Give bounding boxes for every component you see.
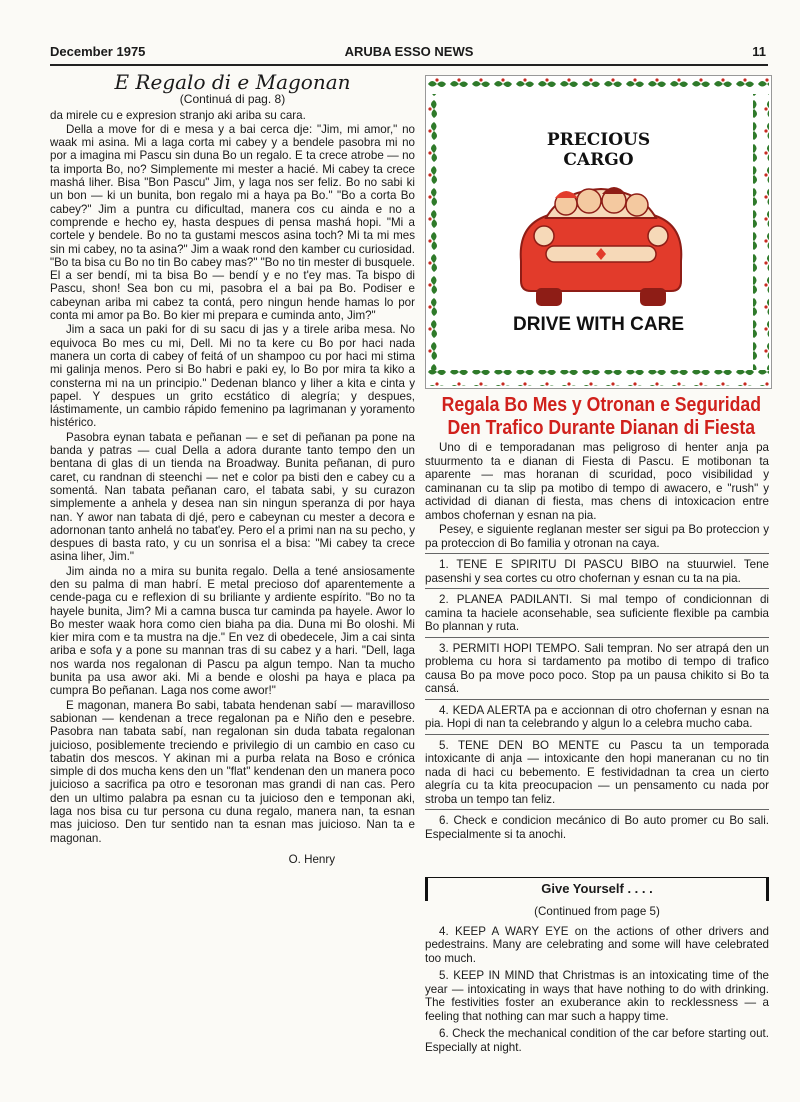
holly-border-illustration bbox=[426, 76, 771, 388]
rule-text: 2. PLANEA PADILANTI. Si mal tempo of condicionnan di camina ta haciele aconsehable, sea suficiente flexible pa cambia Bo plannan y ruta. bbox=[425, 593, 769, 633]
story-paragraph: Jim a saca un paki for di su sacu di jas y a tirele ariba mesa. No equivoca Bo mes cu mi, Dell. Mi no ta kere cu Bo por haci nada manera un corta di cabey of feitá of un shampoo cu por haci mi stima mi galinja menos. Pero si Bo habri e paki ey, lo Bo por mira ta kiko a consterna mi na un principio." Dedenan blanco y liher a kita e cinta y papel. Y despues un grito ecstático di alegría; y despues, lástimamente, un cambio rápido femenino pa lagrimanan y yoramento histérico. bbox=[50, 323, 415, 430]
story-paragraph: E magonan, manera Bo sabi, tabata hendenan sabí — maravilloso sabionan — kendenan a trece regalonan pa e Niño den e pesebre. Pasobra nan tabata sabí, nan regalonan sin duda tabata regalonan juicioso, posiblemente treciendo e privilegio di un cambio en caso cu tabatin dos mescos. Y akinan mi a purba relata na Boso e crónica simple di dos mucha kens den un "flat" kendenan den un manera poco juicioso a sacrifica pa otro e tesoronan mas grandi di nan cas. Pero den un ultimo palabra pa esnan cu ta juicioso den e temponan aki, laga nos bisa cu tur persona cu duna regalo, manera nan, ta esnan mas juicioso. Den tur sentido nan ta esnan mas juicioso. Nan ta e magonan. bbox=[50, 698, 415, 845]
page-header bbox=[50, 42, 768, 66]
rule-text: 3. PERMITI HOPI TEMPO. Sali tempran. No ser atrapá den un problema cu hora si tardamento pa motibo di tempo di trafico causa Bo pa move poco poco. Stop pa un pausa chikito si Bo ta cansá. bbox=[425, 641, 769, 695]
give-item: 4. KEEP A WARY EYE on the actions of other drivers and pedestrains. Many are celebrating and some will have celebrated too much. bbox=[425, 924, 769, 965]
publication-name: ARUBA ESSO NEWS bbox=[344, 44, 474, 59]
rule-item bbox=[425, 637, 769, 696]
ad-title-line2: CARGO bbox=[563, 150, 634, 170]
give-yourself-banner bbox=[425, 877, 769, 901]
precious-cargo-ad bbox=[425, 75, 772, 389]
safety-column bbox=[425, 441, 769, 841]
banner-rule bbox=[425, 877, 769, 878]
story-paragraph: da mirele cu e expresion stranjo aki ariba su cara. bbox=[50, 108, 306, 122]
rule-item bbox=[425, 734, 769, 807]
story-paragraph: Pasobra eynan tabata e peñanan — e set di peñanan pa pone na banda y patras — cual Della a adora durante tanto tempo den un bentana di glas di un tienda na Broadway. Bunita peñanan, di puro caret, cu randnan di steenchi — net e color pa bisti den e cabey cu a somentá. Nan tabata peñanan caro, el tabata sabi, y su curazon simplemente a anhela y desea nan sin ningun speranza di por haya nan. Y awor nan tabata di djé, pero e cabeynan cu mester a decora e adornonan tanto anhelá no tabat'ey. Pero el a primi nan na su pecho, y despues di basta rato, y cu un sonrisa el a bisa: "Mi cabey ta crece asina liher, Jim." bbox=[50, 430, 415, 564]
give-item: 6. Check the mechanical condition of the car before starting out. Especially at night. bbox=[425, 1027, 769, 1054]
rule-item bbox=[425, 588, 769, 634]
continued-note: (Continuá di pag. 8) bbox=[179, 92, 286, 107]
story-paragraph: Jim ainda no a mira su bunita regalo. Della a tené ansiosamente den su palma di man habrí. E metal precioso dof aparentemente a cende-paga cu e reflexion di su briliante y ardiente espírito. "Bo no ta hayele bunita, Jim? Mi a camna busca tur caminda pa hayele. Awor lo Bo mester waak hora como cien biaha pa dia. Duna mi Bo oloshi. Mi kier mira com e ta mustra na dje." En vez di obedecele, Jim a cai sinta ariba e sofa y a pone su mannan tras di su cabez y a hari. "Dell, laga nos warda nos regalonan di Pascu pa algun tempo. Nan ta mucho bunita pa usa awor aki. Mi a bende e oloshi pa haya e placa pa cumpra Bo peñanan. Laga nos come awor!" bbox=[50, 564, 415, 698]
rule-item bbox=[425, 553, 769, 585]
headline-line1: Regala Bo Mes y Otronan e Seguridad bbox=[441, 393, 761, 416]
issue-date: December 1975 bbox=[50, 44, 146, 59]
page-number: 11 bbox=[752, 44, 766, 59]
give-yourself-column bbox=[425, 905, 769, 1058]
give-item: 5. KEEP IN MIND that Christmas is an intoxicating time of the year — intoxicating in ways that have nothing to do with drinking. The festivities foster an exuberance akin to recklessness — a feeling that nothing can mar such a happy time. bbox=[425, 969, 769, 1023]
rule-text: 5. TENE DEN BO MENTE cu Pascu ta un temporada intoxicante di anja — intoxicante den hopi maneranan cu no tin nada di haci cu bebemento. E festividadnan ta crea un cierto alegría cu ta kita preocupacion — un pensamento cu nada por stroba un tempo tan feliz. bbox=[425, 738, 769, 806]
give-yourself-title: Give Yourself . . . . bbox=[541, 881, 653, 896]
ad-slogan: DRIVE WITH CARE bbox=[513, 314, 684, 335]
continued-from-note: (Continued from page 5) bbox=[534, 905, 660, 918]
rule-item bbox=[425, 809, 769, 841]
story-paragraph: Della a move for di e mesa y a bai cerca dje: "Jim, mi amor," no waak mi asina. Mi a laga corta mi cabey y a bendele pasobra mi no por a imagina mi Pascu sin duna Bo un regalo. E ta crece atrobe — no ta importa Bo, no? Simplemente mi mester a hacié. Mi cabey ta crece mashá liher. Bisa "Bon Pascu" Jim, y laga nos ser feliz. Bo no sabi ki un bon — ki un bunita, bon regalo mi a haya pa Bo." "Bo a corta Bo cabey?" Jim a puntra cu dificultad, manera cos cu ainda e no a comprende e hecho ey, hasta despues di pensa mashá hopi. "Mi a cortele y bendele. Bo no ta gustami mescos asina toch? Mi ta mi mes sin mi cabey, no ta asina?" Jim a waak rond den kamber cu curiosidad. "Bo ta bisa cu Bo no tin Bo cabey mas?" "Bo no tin mester di busquele. El a ser bendí, mi ta bisa Bo — bendí y e no t'ey mas. Ta bispo di Pascu, shon! Sea bon cu mi, pasobra el a bai pa Bo. Podiser e cabeynan ariba mi cabez ta contá, pero ningun hende hamas lo por conta mi amor pa Bo. Bo kier mi prepara e cuminda anto, Jim?" bbox=[50, 122, 415, 323]
story-title: E Regalo di e Magonan bbox=[114, 70, 351, 94]
author-signature: O. Henry bbox=[288, 852, 335, 866]
intro-paragraph: Pesey, e siguiente reglanan mester ser sigui pa Bo proteccion y pa proteccion di Bo familia y otronan na caya. bbox=[425, 523, 769, 550]
safety-headline bbox=[425, 393, 778, 439]
headline-line2: Den Trafico Durante Dianan di Fiesta bbox=[447, 416, 756, 439]
rule-text: 4. KEDA ALERTA pa e accionnan di otro chofernan y esnan na pia. Hopi di nan ta celebrando y algun lo a celebra mucho caba. bbox=[425, 703, 769, 730]
rule-text: 1. TENE E SPIRITU DI PASCU BIBO na stuurwiel. Tene pasenshi y sea cortes cu otro chofernan y esnan cu ta na pia. bbox=[425, 558, 769, 585]
car-icon bbox=[521, 187, 682, 306]
story-column bbox=[50, 70, 415, 866]
rule-text: 6. Check e condicion mecánico di Bo auto promer cu Bo sali. Especialmente si ta anochi. bbox=[425, 814, 769, 841]
ad-title-line1: PRECIOUS bbox=[546, 130, 651, 150]
intro-paragraph: Uno di e temporadanan mas peligroso di henter anja pa stuurmento ta e dianan di Fiesta di Pascu. E motibonan ta aparente — mas horanan di scuridad, poco visibilidad y caminanan cu ta slip pa motibo di tempo di awacero, e "rush" y actividad di dianan di fiesta, mas chens di intoxicacion entre ambos chofernan y esnan na pia. bbox=[425, 441, 769, 522]
rule-item bbox=[425, 699, 769, 731]
